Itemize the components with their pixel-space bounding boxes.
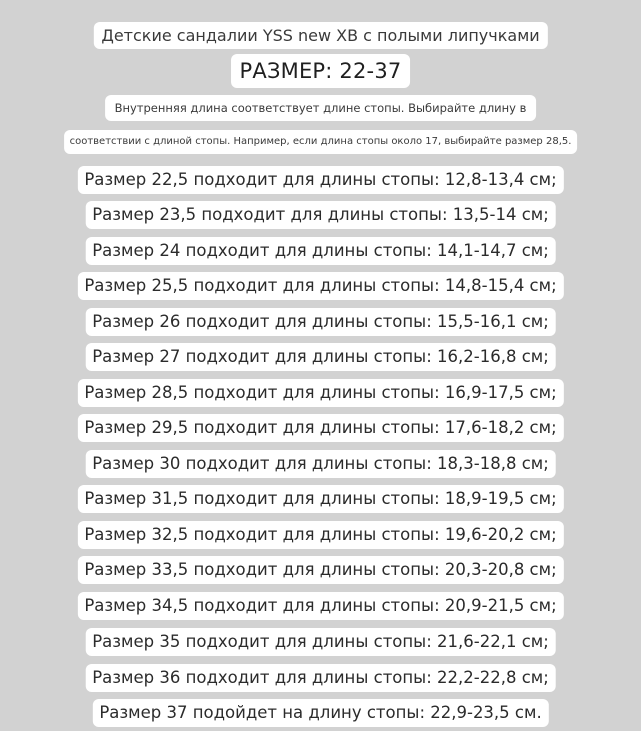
size-row: Размер 36 подходит для длины стопы: 22,2-22,8 см; bbox=[85, 664, 556, 692]
fit-note-line-1: Внутренняя длина соответствует длине стопы. Выбирайте длину в bbox=[105, 95, 537, 121]
size-row: Размер 35 подходит для длины стопы: 21,6-22,1 см; bbox=[85, 628, 556, 656]
size-row: Размер 25,5 подходит для длины стопы: 14,8-15,4 см; bbox=[77, 272, 563, 300]
size-row: Размер 37 подойдет на длину стопы: 22,9-23,5 см. bbox=[92, 699, 548, 727]
size-row: Размер 32,5 подходит для длины стопы: 19,6-20,2 см; bbox=[77, 521, 563, 549]
size-row: Размер 22,5 подходит для длины стопы: 12,8-13,4 см; bbox=[77, 166, 563, 194]
product-title: Детские сандалии YSS new XB с полыми липучками bbox=[93, 22, 547, 49]
size-row: Размер 26 подходит для длины стопы: 15,5-16,1 см; bbox=[85, 308, 556, 336]
size-row: Размер 28,5 подходит для длины стопы: 16,9-17,5 см; bbox=[77, 379, 563, 407]
fit-note-line-2: соответствии с длиной стопы. Например, если длина стопы около 17, выбирайте размер 28,5. bbox=[64, 130, 578, 154]
size-row: Размер 34,5 подходит для длины стопы: 20,9-21,5 см; bbox=[77, 592, 563, 620]
size-row: Размер 31,5 подходит для длины стопы: 18,9-19,5 см; bbox=[77, 485, 563, 513]
size-row: Размер 30 подходит для длины стопы: 18,3-18,8 см; bbox=[85, 450, 556, 478]
size-row: Размер 29,5 подходит для длины стопы: 17,6-18,2 см; bbox=[77, 414, 563, 442]
size-row: Размер 24 подходит для длины стопы: 14,1-14,7 см; bbox=[85, 237, 556, 265]
size-row: Размер 33,5 подходит для длины стопы: 20,3-20,8 см; bbox=[77, 556, 563, 584]
size-row: Размер 27 подходит для длины стопы: 16,2-16,8 см; bbox=[85, 343, 556, 371]
size-range-heading: РАЗМЕР: 22-37 bbox=[231, 54, 411, 88]
size-row: Размер 23,5 подходит для длины стопы: 13,5-14 см; bbox=[85, 201, 556, 229]
